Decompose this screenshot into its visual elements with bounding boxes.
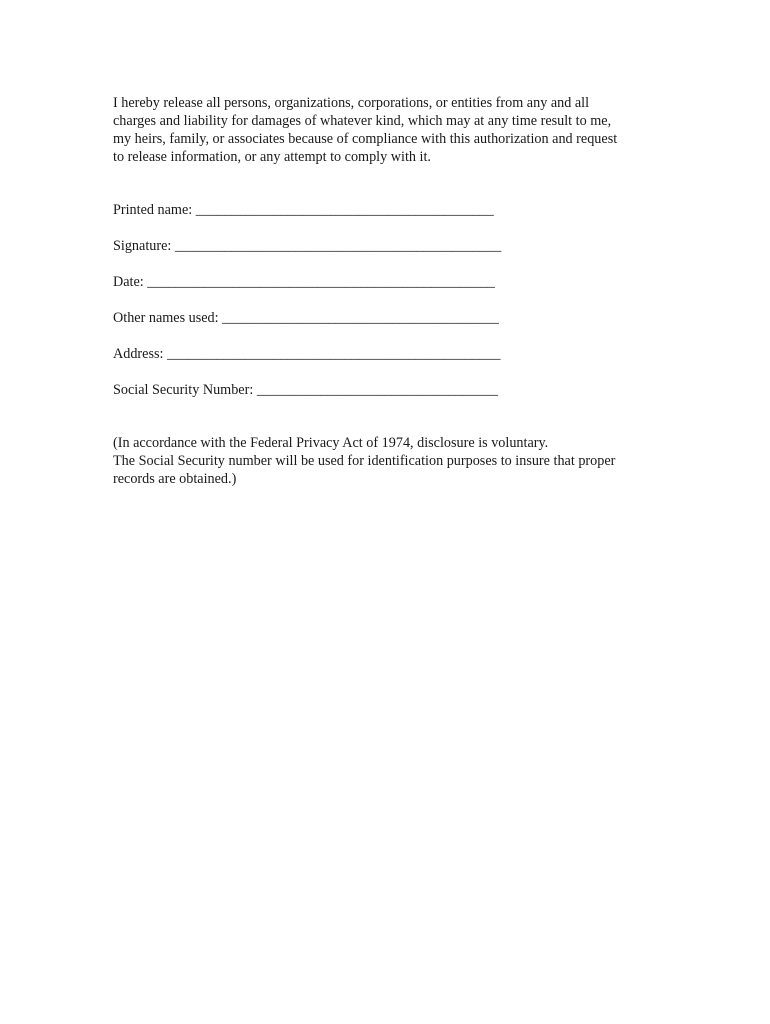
privacy-note-line: records are obtained.) (113, 471, 237, 487)
release-line: to release information, or any attempt to comply with it. (113, 149, 431, 165)
privacy-act-note (113, 434, 673, 488)
release-line: my heirs, family, or associates because of compliance with this authorization and request (113, 131, 618, 147)
address-field[interactable] (113, 345, 673, 363)
release-line: charges and liability for damages of whatever kind, which may at any time result to me, (113, 113, 612, 129)
signature-blank-line[interactable]: ______________________________________________ (174, 238, 502, 254)
date-field[interactable] (113, 273, 673, 291)
address-blank-line[interactable]: _______________________________________________ (167, 346, 501, 362)
other-names-label: Other names used: (113, 310, 223, 326)
document-content (113, 94, 673, 488)
social-security-number-field[interactable] (113, 381, 673, 399)
printed-name-field[interactable] (113, 201, 673, 219)
printed-name-label: Printed name: (113, 202, 196, 218)
signature-label: Signature: (113, 238, 175, 254)
printed-name-blank-line[interactable]: __________________________________________ (195, 202, 494, 218)
signature-field[interactable] (113, 237, 673, 255)
other-names-field[interactable] (113, 309, 673, 327)
address-label: Address: (113, 346, 167, 362)
privacy-note-line: (In accordance with the Federal Privacy Act of 1974, disclosure is voluntary. (113, 435, 549, 451)
date-label: Date: (113, 274, 148, 290)
social-security-number-blank-line[interactable]: __________________________________ (256, 382, 499, 398)
privacy-note-line: The Social Security number will be used for identification purposes to insure that proper (113, 453, 616, 469)
date-blank-line[interactable]: _________________________________________________ (147, 274, 495, 290)
other-names-blank-line[interactable]: _______________________________________ (222, 310, 499, 326)
release-paragraph (113, 94, 673, 166)
release-line: I hereby release all persons, organizations, corporations, or entities from any and all (113, 95, 590, 111)
social-security-number-label: Social Security Number: (113, 382, 257, 398)
signature-form-fields (113, 201, 673, 399)
